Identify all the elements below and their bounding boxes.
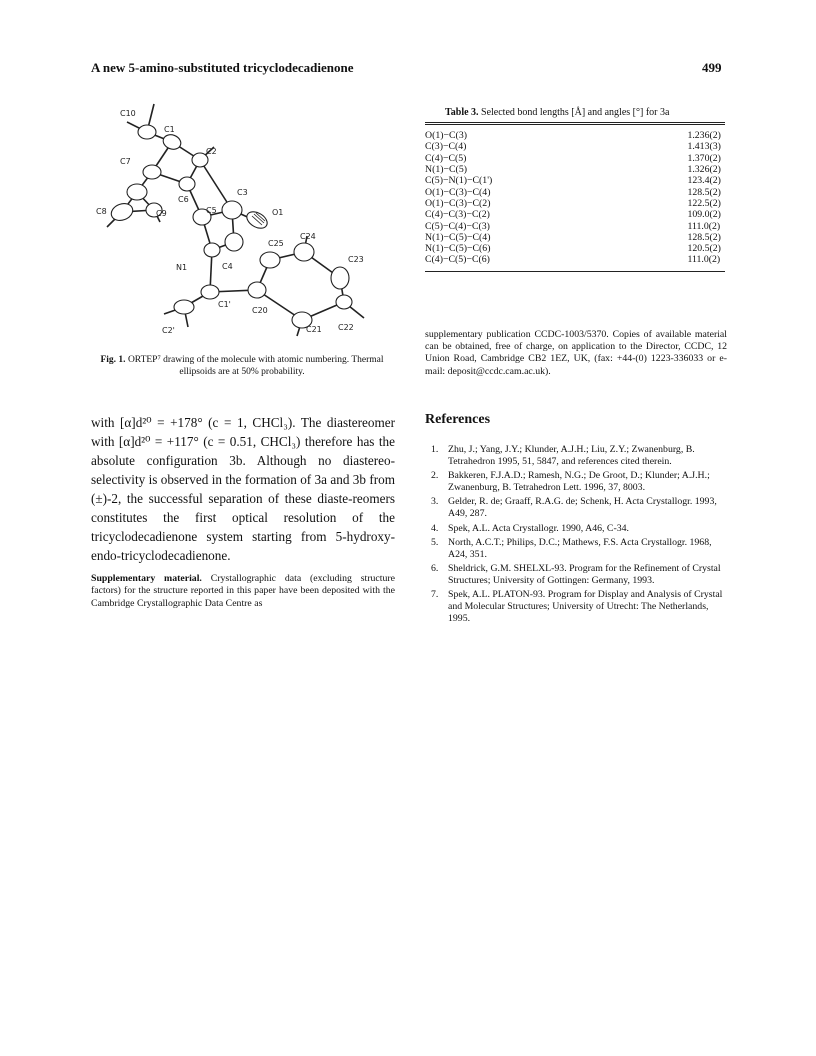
supplementary-continued: supplementary publication CCDC-1003/5370. Copies of available material can be obtained, free of charge, on application to the Director, CCDC, 12 Union Road, Cambridge CB2 1EZ, UK, (fax: +44-(0) 1223-336033 or e-mail: deposit@ccdc.cam.ac.uk). [425, 329, 727, 377]
table-caption-text: Selected bond lengths [Å] and angles [°] for 3a [481, 107, 670, 118]
atom-label: C2 [206, 147, 217, 156]
atom-label: C20 [252, 306, 268, 315]
body-paragraph: with [α]d²⁰ = +178° (c = 1, CHCl₃). The diastereomer with [α]d²⁰ = +117° (c = 0.51, CHCl₃) therefore has the absolute configuration 3b. Although no diastereo-selectivity is observed in the formation of 3a and 3b from (±)-2, the successful separation of these diaste-reomers constitutes the first optical resolution of the tricyclodecadienone system starting from 5-hydroxy-endo-tricyclodecadienone. [91, 415, 395, 563]
figure-caption [91, 354, 393, 378]
bond-label: O(1)−C(3) [425, 130, 467, 142]
atom-label: C10 [120, 109, 136, 118]
running-header-title: A new 5-amino-substituted tricyclodecadienone [91, 60, 354, 75]
bond-value: 1.326(2) [687, 164, 721, 176]
bond-label: N(1)−C(5) [425, 164, 467, 176]
atom-label: C24 [300, 232, 316, 241]
table-bottom-rule [425, 271, 725, 272]
bond-value: 109.0(2) [687, 209, 721, 221]
reference-number: 6. [431, 563, 439, 575]
reference-item [425, 589, 727, 624]
atom-label: C23 [348, 255, 364, 264]
ortep-drawing [92, 92, 392, 352]
supplementary-text: Crystallographic data (excluding structure factors) for the structure reported in this paper have been deposited with the Cambridge Crystallographic Data Centre as [91, 573, 395, 609]
atom-labels [96, 109, 364, 335]
atom-label: C6 [178, 195, 189, 204]
table-row [425, 254, 725, 265]
bond-table [425, 130, 725, 266]
supplementary-material [91, 573, 395, 610]
table-caption [445, 107, 669, 118]
table-row [425, 220, 725, 231]
atom-label: C1' [218, 300, 231, 309]
table-caption-label: Table 3. [445, 107, 479, 118]
table-row [425, 186, 725, 197]
reference-item [425, 563, 727, 587]
reference-item [425, 444, 727, 468]
atom-label: C9 [156, 209, 167, 218]
reference-text: Sheldrick, G.M. SHELXL-93. Program for the Refinement of Crystal Structures; University of Gottingen: Germany, 1993. [448, 563, 721, 586]
reference-item [425, 470, 727, 494]
figure-caption-label: Fig. 1. [100, 355, 126, 365]
page-number: 499 [702, 60, 722, 75]
reference-item [425, 496, 727, 520]
table-row [425, 164, 725, 175]
reference-text: Zhu, J.; Yang, J.Y.; Klunder, A.J.H.; Liu, Z.Y.; Zwanenburg, B. Tetrahedron 1995, 51, 5847, and references cited therein. [448, 444, 695, 467]
bond-value: 122.5(2) [687, 197, 721, 209]
reference-item [425, 523, 727, 535]
bond-value: 111.0(2) [687, 254, 721, 266]
reference-text: North, A.C.T.; Philips, D.C.; Mathews, F.S. Acta Crystallogr. 1968, A24, 351. [448, 536, 712, 560]
bond-label: C(3)−C(4) [425, 141, 467, 153]
reference-text: Spek, A.L. PLATON-93. Program for Display and Analysis of Crystal and Molecular Structures; University of Utrecht: The Netherlands, 1995. [448, 589, 723, 624]
atom-label: C21 [306, 325, 322, 334]
bond-value: 111.0(2) [687, 220, 721, 232]
bond-label: O(1)−C(3)−C(2) [425, 197, 491, 209]
thermal-ellipsoids [109, 125, 352, 328]
atom-label: C1 [164, 125, 175, 134]
table-row [425, 243, 725, 254]
bond-value: 120.5(2) [687, 243, 721, 255]
bond-value: 128.5(2) [687, 186, 721, 198]
atom-label: C22 [338, 323, 354, 332]
reference-number: 2. [431, 470, 439, 482]
reference-item [425, 537, 727, 561]
atom-label: C8 [96, 207, 107, 216]
bond-label: C(5)−N(1)−C(1') [425, 175, 493, 187]
reference-number: 1. [431, 444, 439, 455]
reference-number: 3. [431, 496, 439, 508]
bond-label: C(4)−C(5)−C(6) [425, 254, 490, 266]
bond-label: N(1)−C(5)−C(6) [425, 243, 491, 255]
table-row [425, 175, 725, 186]
bond-value: 128.5(2) [687, 231, 721, 243]
atom-label: C4 [222, 262, 233, 271]
bond-label: C(4)−C(5) [425, 152, 467, 164]
bond-value: 1.413(3) [687, 141, 721, 153]
bond-label: N(1)−C(5)−C(4) [425, 231, 491, 243]
atom-label: C25 [268, 239, 284, 248]
bond-label: O(1)−C(3)−C(4) [425, 186, 491, 198]
bond-value: 1.236(2) [687, 130, 721, 142]
atom-label: C7 [120, 157, 131, 166]
table-row [425, 141, 725, 152]
figure-caption-text: ORTEP⁷ drawing of the molecule with atomic numbering. Thermal ellipsoids are at 50% probability. [127, 355, 384, 377]
references-heading: References [425, 412, 491, 427]
atom-label: C5 [206, 206, 217, 215]
reference-number: 4. [431, 522, 439, 534]
table-top-rule-double [425, 124, 725, 125]
table-row [425, 130, 725, 141]
bond-label: C(5)−C(4)−C(3) [425, 220, 490, 232]
atom-label: C3 [237, 188, 248, 197]
table-row [425, 232, 725, 243]
reference-text: Gelder, R. de; Graaff, R.A.G. de; Schenk, H. Acta Crystallogr. 1993, A49, 287. [448, 496, 717, 520]
table-top-rule [425, 122, 725, 123]
body-column-left [91, 413, 395, 565]
bond-value: 123.4(2) [687, 175, 721, 187]
supplementary-label: Supplementary material. [91, 573, 202, 584]
reference-number: 5. [431, 536, 439, 548]
bond-value: 1.370(2) [687, 152, 721, 164]
table-row [425, 153, 725, 164]
reference-text: Bakkeren, F.J.A.D.; Ramesh, N.G.; De Groot, D.; Klunder; A.J.H.; Zwanenburg, B. Tetrahedron Lett. 1996, 37, 8003. [448, 470, 710, 493]
reference-text: Spek, A.L. Acta Crystallogr. 1990, A46, C-34. [448, 522, 629, 534]
ortep-figure [92, 92, 392, 352]
references-list [425, 444, 727, 627]
table-row [425, 209, 725, 220]
atom-label: C2' [162, 326, 175, 335]
atom-label: N1 [176, 263, 188, 272]
bond-label: C(4)−C(3)−C(2) [425, 209, 490, 221]
table-row [425, 198, 725, 209]
atom-label: O1 [272, 208, 284, 217]
reference-number: 7. [431, 589, 439, 601]
